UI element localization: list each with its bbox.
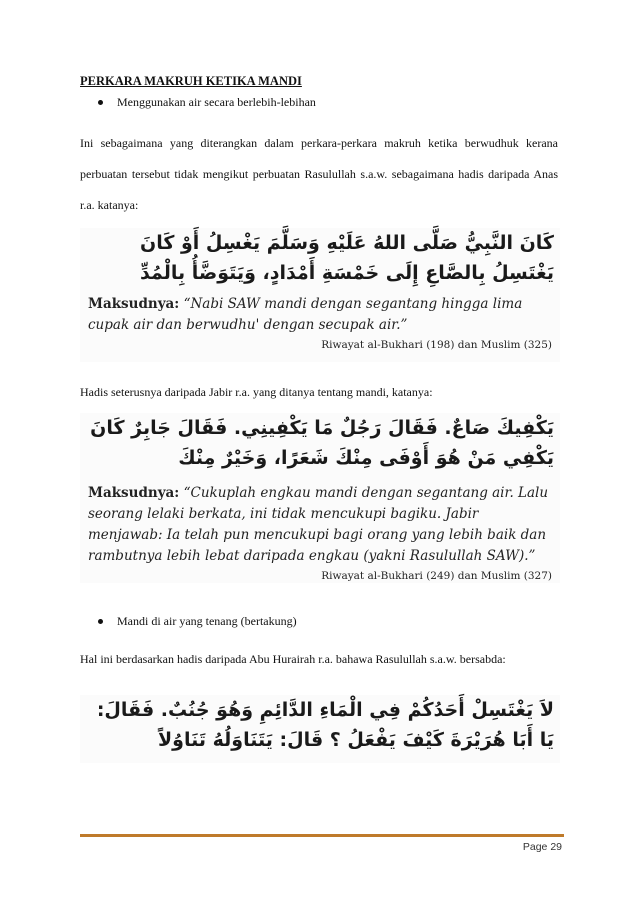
hadith-source: Riwayat al-Bukhari (198) dan Muslim (325) (321, 339, 552, 351)
hadith-arabic-text: يَكْفِيكَ صَاعٌ. فَقَالَ رَجُلٌ مَا يَكْفِينِي. فَقَالَ جَابِرٌ كَانَ يَكْفِي مَنْ هُوَ أَوْفَى مِنْكَ شَعَرًا، وَخَيْرٌ مِنْكَ (90, 417, 554, 469)
bullet-dot-icon (98, 100, 103, 105)
jabir-intro-paragraph: Hadis seterusnya daripada Jabir r.a. yang ditanya tentang mandi, katanya: (80, 385, 433, 399)
hadith-meaning (80, 483, 560, 567)
intro-paragraph: Ini sebagaimana yang diterangkan dalam perkara-perkara makruh ketika berwudhuk kerana perbuatan tersebut tidak mengikut perbuatan Rasulullah s.a.w. sebagaimana hadis daripada Anas r.a. katanya: (80, 136, 558, 212)
meaning-label: Maksudnya: (88, 296, 180, 312)
meaning-label: Maksudnya: (88, 485, 180, 501)
hadith-arabic-text: لاَ يَغْتَسِلْ أَحَدُكُمْ فِي الْمَاءِ الدَّائِمِ وَهُوَ جُنُبٌ. فَقَالَ: يَا أَبَا هُرَيْرَةَ كَيْفَ يَفْعَلُ ؟ قَالَ: يَتَنَاوَلُهُ تَنَاوُلاً (96, 699, 554, 751)
bullet-item-excess-water (98, 95, 316, 110)
page-number: Page 29 (522, 841, 562, 853)
hadith-arabic-text: كَانَ النَّبِيُّ صَلَّى اللهُ عَلَيْهِ وَسَلَّمَ يَغْسِلُ أَوْ كَانَ يَغْتَسِلُ بِالصَّاعِ إِلَى خَمْسَةِ أَمْدَادٍ، وَيَتَوَضَّأُ بِالْمُدِّ (139, 232, 554, 284)
hadith-image-abu-hurairah (80, 695, 560, 763)
meaning-text: “Nabi SAW mandi dengan segantang hingga lima cupak air dan berwudhu' dengan secupak air.” (88, 296, 523, 333)
hadith-image-anas (80, 228, 560, 362)
hadith-image-jabir (80, 413, 560, 583)
section-heading: PERKARA MAKRUH KETIKA MANDI (80, 74, 302, 88)
bullet-text: Mandi di air yang tenang (bertakung) (117, 614, 297, 628)
bullet-item-stagnant-water (98, 614, 297, 629)
abu-hurairah-intro-paragraph: Hal ini berdasarkan hadis daripada Abu Hurairah r.a. bahawa Rasulullah s.a.w. bersabda: (80, 652, 506, 666)
meaning-text: “Cukuplah engkau mandi dengan segantang air. Lalu seorang lelaki berkata, ini tidak mencukupi bagiku. Jabir menjawab: Ia telah pun mencukupi bagi orang yang lebih baik dan rambutnya lebih lebat daripada engkau (yakni Rasulullah SAW).” (88, 485, 549, 564)
hadith-source: Riwayat al-Bukhari (249) dan Muslim (327) (321, 570, 552, 582)
hadith-meaning (80, 294, 560, 336)
footer-divider (80, 834, 564, 837)
bullet-text: Menggunakan air secara berlebih-lebihan (117, 95, 316, 109)
bullet-dot-icon (98, 619, 103, 624)
